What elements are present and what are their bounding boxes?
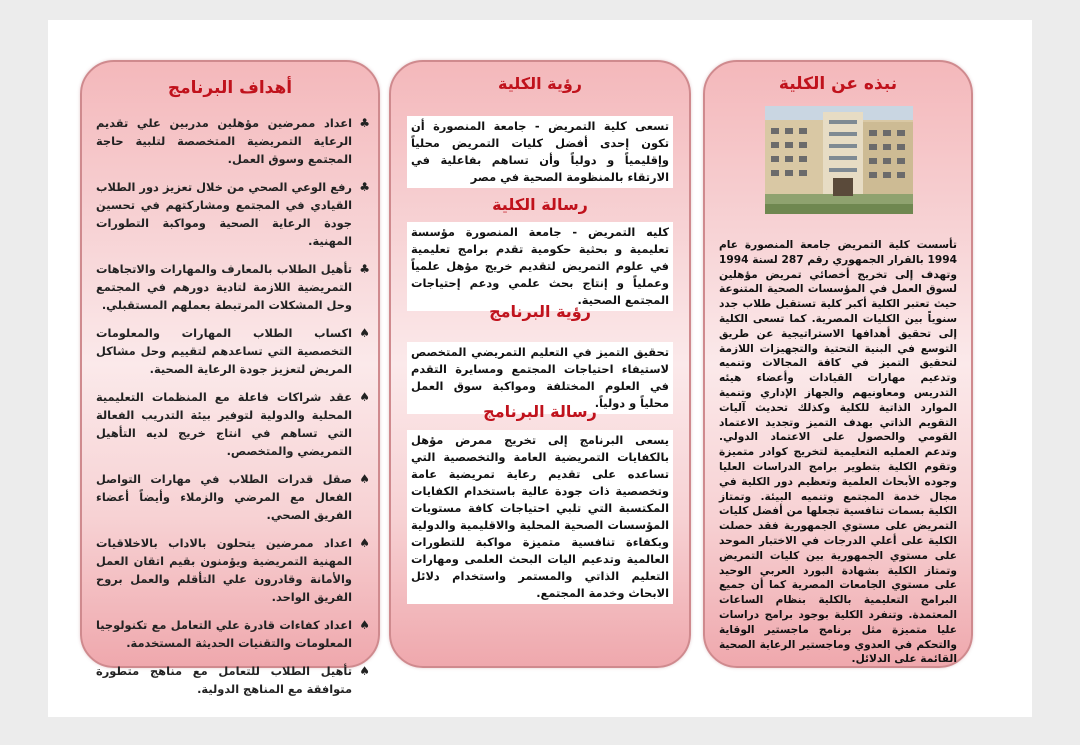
about-panel (703, 60, 973, 668)
spade-icon: ♠ (359, 664, 370, 678)
goal-item (96, 260, 370, 314)
goal-text: صقل قدرات الطلاب في مهارات التواصل الفعال مع المرضي والزملاء وأيضاً أعضاء الفريق الصحي. (96, 472, 352, 522)
about-text: تأسست كلية التمريض جامعة المنصورة عام 1994 بالقرار الجمهوري رقم 287 لسنة 1994 وتهدف إلى تخريج أخصائي تمريض مؤهلين لسوق العمل في المؤسسات الصحية المتنوعة حيث تعتبر الكلية أكبر كلية تستقبل طلاب جدد سنوياً بين الكليات المصرية. كما تسعى الكلية إلى تحقيق أهدافها الاستراتيجية عن طريق التوسع في البنية التحتية والتجهيزات اللازمة لتحقيق التميز في كافة المجالات وتنميه وتدعيم مهارات القيادات وأعضاء هيئه التدريس ومعاونيهم والجهاز الإداري وتنمية الموارد الذاتية للكلية وكذلك تحديث آليات التقويم الذاتي بهدف التميز وتجديد الاعتماد القومي والحصول على الاعتماد الدولي. وتدعم العمليه التعليمية لتخريج كوادر متميزة وتقوم الكلية بتطوير برامج الدراسات العليا وجوده الأبحاث العلمية وتعظيم دور الكلية في مجال خدمة المجتمع وتنميه البيئة. وتمتاز الكلية بسمات تنافسية تجعلها من أفضل كليات التمريض على مستوي الجمهورية فقد حصلت الكلية على أعلي الدرجات في الاختبار الموحد على مستوي الجمهورية بين كليات التمريض وتمتاز الكلية بشهادة البورد العربي الوحيد على مستوي الجامعات المصرية كما أن جميع البرامج التعليمية بالكلية بنظام الساعات المعتمدة. وتنفرد الكلية بوجود برامج دراسات عليا متميزة مثل برنامج ماجستير الوقاية والتحكم في العدوي وماجستير الرعاية الصحية القائمة على الدلائل. (719, 239, 958, 666)
goals-panel (80, 60, 380, 696)
faculty-mission-text: كليه التمريض - جامعة المنصورة مؤسسة تعليمية و بحثية حكومية تقدم برامج تعليمية في علوم التمريض لتقديم خريج مؤهل علمياً وعملياً و إنتاج بحث علمي ودعم إحتياجات المجتمع الصحية. (407, 222, 673, 311)
goal-text: عقد شراكات فاعلة مع المنظمات التعليمية المحلية والدولية لتوفير بيئة التدريب الفعالة التي تساهم في انتاج خريج لديه التأهيل التمريضي والمتخصص. (96, 390, 352, 458)
brochure-sheet (48, 20, 1032, 717)
goal-text: تأهيل الطلاب للتعامل مع مناهج متطورة متوافقة مع المناهج الدولية. (96, 664, 352, 696)
about-title: نبذه عن الكلية (778, 74, 898, 94)
goal-text: اعداد ممرضين مؤهلين مدربين علي تقديم الرعاية التمريضية المتخصصة لتلبية حاجة المجتمع وسوق العمل. (96, 116, 352, 166)
club-icon: ♣ (359, 116, 370, 130)
program-mission-title: رسالة البرنامج (483, 402, 597, 421)
goal-text: اعداد كفاءات قادرة علي التعامل مع تكنولوجيا المعلومات والتقنيات الحديثة المستخدمة. (96, 618, 352, 650)
goal-text: اكساب الطلاب المهارات والمعلومات التخصصية التي تساعدهم لتقييم وحل مشاكل المريض لتعزيز جودة الرعاية الصحية. (96, 326, 352, 376)
goal-item (96, 178, 370, 250)
program-vision-title: رؤية البرنامج (489, 302, 591, 321)
vision-mission-panel (389, 60, 691, 668)
faculty-building-photo (765, 106, 913, 214)
spade-icon: ♠ (359, 326, 370, 340)
goals-list (96, 114, 370, 708)
goal-item (96, 534, 370, 606)
goals-title: أهداف البرنامج (167, 78, 293, 98)
spade-icon: ♠ (359, 472, 370, 486)
goal-item (96, 470, 370, 524)
club-icon: ♣ (359, 262, 370, 276)
goal-text: رفع الوعي الصحي من خلال تعزيز دور الطلاب القيادي في المجتمع ومشاركتهم في تحسين جودة الرعاية الصحية ومواكبة التطورات المهنية. (96, 180, 352, 248)
goal-item (96, 388, 370, 460)
goal-item (96, 324, 370, 378)
program-mission-text: يسعى البرنامج إلى تخريج ممرض مؤهل بالكفايات التمريضية العامة والتخصصية التي تساعده على تقديم رعاية تمريضية عامة وتخصصية ذات جودة عالية باستخدام الكفايات المكتسبة التي تلبي احتياجات كافة مستويات المؤسسات الصحية المحلية والاقليمية والدولية وبكفاءة تنافسية متميزة مواكبة للتطورات العالمية وتدعيم اليات البحث العلمى ومهارات التعليم الذاتي والمستمر واستخدام دلائل الابحاث وخدمة المجتمع. (407, 430, 673, 604)
program-vision-text: تحقيق التميز في التعليم التمريضي المتخصص لاستيفاء احتياجات المجتمع ومسايرة التقدم في العلوم المختلفة ومواكبة سوق العمل محلياً و دولياً. (407, 342, 673, 414)
goal-item (96, 114, 370, 168)
spade-icon: ♠ (359, 390, 370, 404)
spade-icon: ♠ (359, 536, 370, 550)
building-image (765, 106, 913, 214)
club-icon: ♣ (359, 180, 370, 194)
goal-text: اعداد ممرضين يتحلون بالاداب بالاخلاقيات المهنية التمريضية ويؤمنون بقيم اتقان العمل والأمانة وقادرون علي التأقلم والعمل بروح الفريق الواحد. (96, 536, 352, 604)
faculty-vision-text: تسعى كلية التمريض - جامعة المنصورة أن تكون إحدى أفضل كليات التمريض محلياً وإقليمياً و دولياً وأن تساهم بفاعلية في الارتقاء بالمنظومة الصحية في مصر (407, 116, 673, 188)
goal-text: تأهيل الطلاب بالمعارف والمهارات والاتجاهات التمريضية اللازمة لتادية دورهم في المجتمع وحل المشكلات المرتبطة بعملهم المستقبلي. (96, 262, 352, 312)
faculty-mission-title: رسالة الكلية (492, 195, 588, 214)
faculty-vision-title: رؤية الكلية (498, 74, 582, 93)
spade-icon: ♠ (359, 618, 370, 632)
goal-item (96, 662, 370, 698)
goal-item (96, 616, 370, 652)
